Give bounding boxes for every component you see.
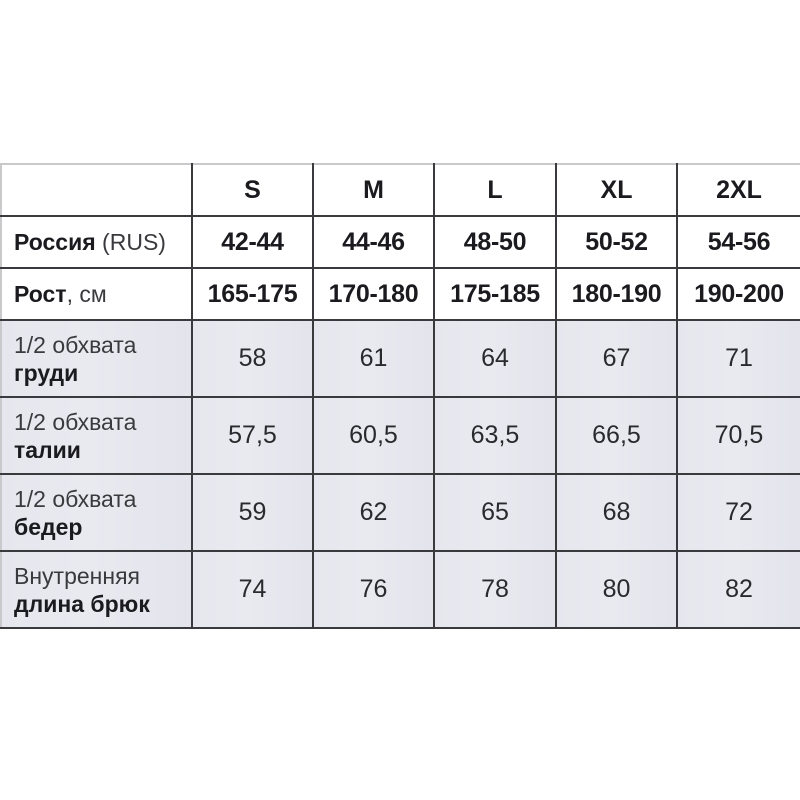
chest-s: 58 [192, 320, 313, 397]
waist-label-line1: 1/2 обхвата [14, 408, 137, 435]
russia-size-2xl: 54-56 [677, 216, 800, 268]
hips-l: 65 [434, 474, 556, 551]
inseam-row [1, 551, 800, 628]
chest-label-line1: 1/2 обхвата [14, 331, 137, 358]
chest-m: 61 [313, 320, 434, 397]
height-2xl: 190-200 [677, 268, 800, 320]
inseam-label-line2: длина брюк [14, 590, 150, 617]
height-m: 170-180 [313, 268, 434, 320]
russia-size-xl: 50-52 [556, 216, 677, 268]
size-header-s: S [192, 164, 313, 216]
hips-label-line1: 1/2 обхвата [14, 485, 137, 512]
chest-label [1, 320, 192, 397]
waist-label [1, 397, 192, 474]
hips-label [1, 474, 192, 551]
russia-label-rest: (RUS) [95, 228, 166, 255]
height-xl: 180-190 [556, 268, 677, 320]
chest-xl: 67 [556, 320, 677, 397]
russia-size-row [1, 216, 800, 268]
size-header-m: M [313, 164, 434, 216]
height-s: 165-175 [192, 268, 313, 320]
waist-xl: 66,5 [556, 397, 677, 474]
inseam-m: 76 [313, 551, 434, 628]
inseam-xl: 80 [556, 551, 677, 628]
inseam-s: 74 [192, 551, 313, 628]
russia-size-m: 44-46 [313, 216, 434, 268]
russia-label-bold: Россия [14, 228, 96, 255]
hips-xl: 68 [556, 474, 677, 551]
waist-m: 60,5 [313, 397, 434, 474]
height-label-bold: Рост [14, 280, 67, 307]
inseam-2xl: 82 [677, 551, 800, 628]
height-row [1, 268, 800, 320]
height-label-rest: , см [66, 280, 107, 307]
waist-label-line2: талии [14, 436, 81, 463]
height-label [1, 268, 192, 320]
russia-size-l: 48-50 [434, 216, 556, 268]
inseam-label [1, 551, 192, 628]
russia-size-label [1, 216, 192, 268]
russia-size-s: 42-44 [192, 216, 313, 268]
hips-m: 62 [313, 474, 434, 551]
waist-2xl: 70,5 [677, 397, 800, 474]
hips-row [1, 474, 800, 551]
size-header-xl: XL [556, 164, 677, 216]
corner-empty-cell [1, 164, 192, 216]
hips-label-line2: бедер [14, 513, 83, 540]
waist-row [1, 397, 800, 474]
chest-row [1, 320, 800, 397]
height-l: 175-185 [434, 268, 556, 320]
chest-label-line2: груди [14, 359, 79, 386]
waist-l: 63,5 [434, 397, 556, 474]
hips-s: 59 [192, 474, 313, 551]
inseam-l: 78 [434, 551, 556, 628]
size-header-l: L [434, 164, 556, 216]
size-header-2xl: 2XL [677, 164, 800, 216]
inseam-label-line1: Внутренняя [14, 562, 140, 589]
size-chart-table [0, 163, 800, 629]
chest-l: 64 [434, 320, 556, 397]
waist-s: 57,5 [192, 397, 313, 474]
chest-2xl: 71 [677, 320, 800, 397]
size-header-row [1, 164, 800, 216]
hips-2xl: 72 [677, 474, 800, 551]
